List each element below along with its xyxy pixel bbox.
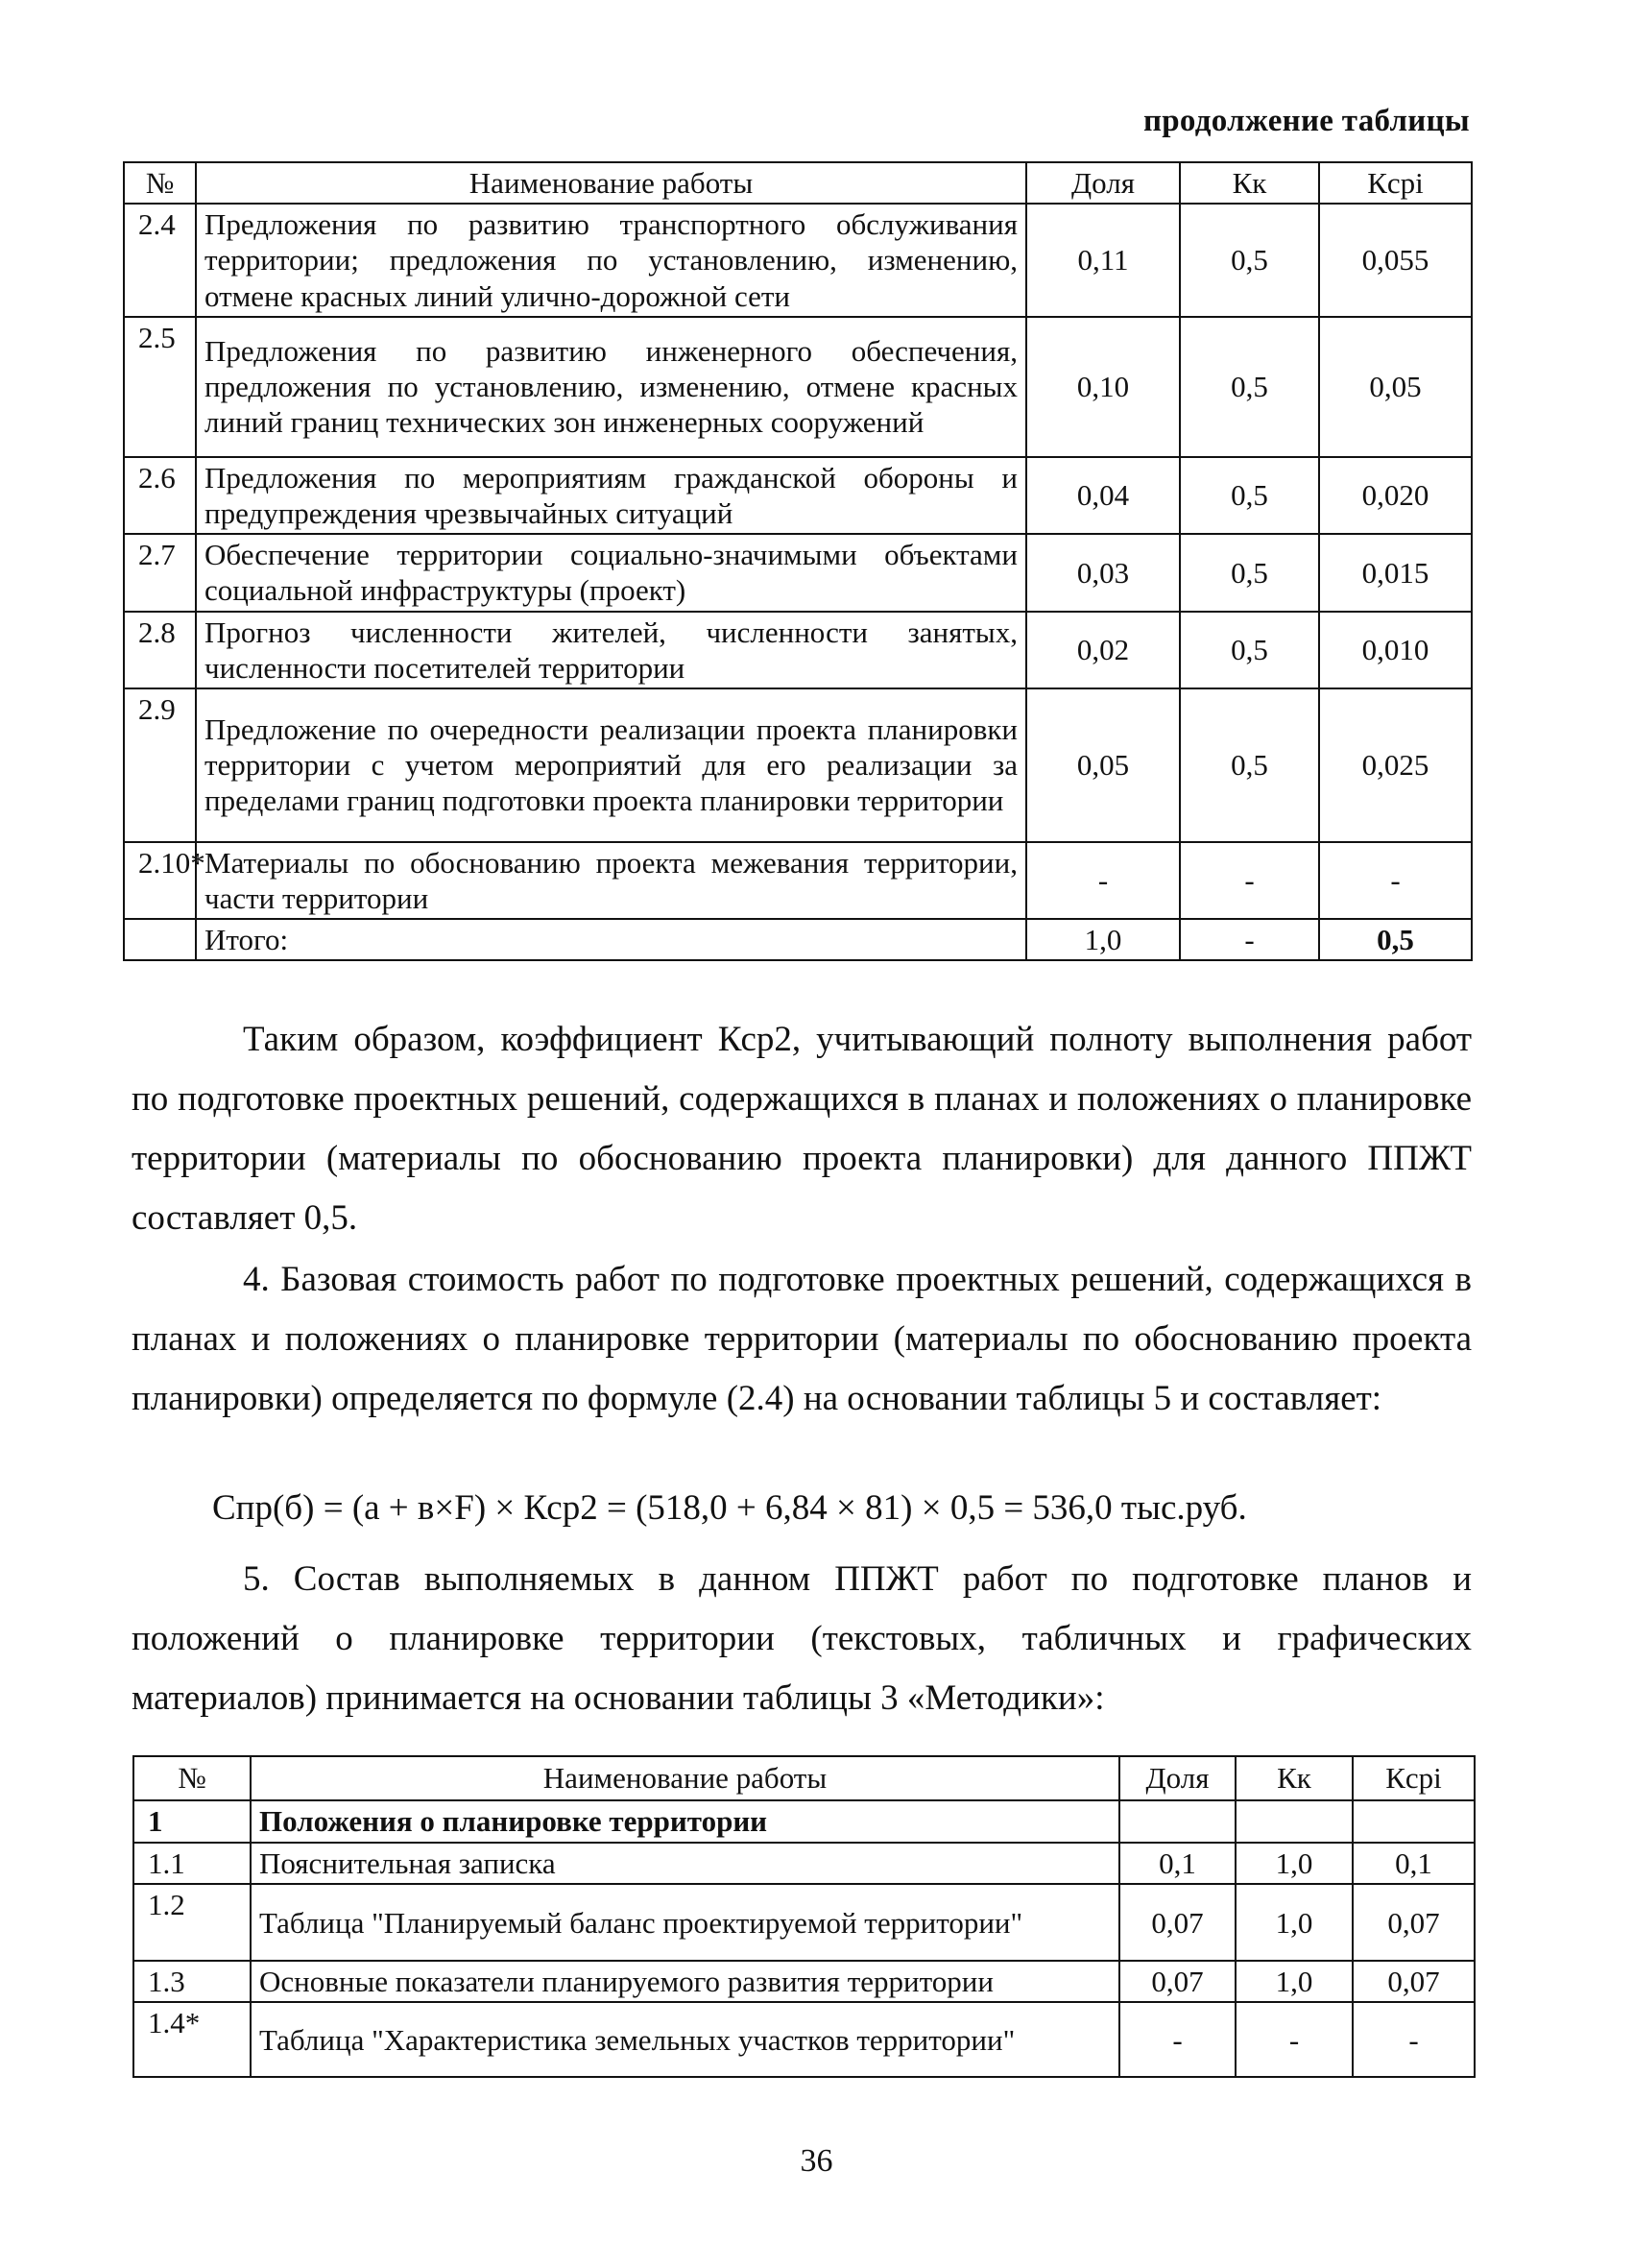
table-section-row [133,1800,1475,1843]
row-kcp: 0,055 [1319,204,1472,317]
row-num: 1.1 [133,1843,251,1884]
row-kcp: 0,020 [1319,457,1472,534]
row-kk: 1,0 [1236,1961,1353,2002]
row-share: - [1026,842,1180,919]
table-header-row [124,162,1472,204]
row-kk: 0,5 [1180,534,1319,611]
row-share: 0,05 [1026,688,1180,842]
row-work-name: Пояснительная записка [251,1843,1119,1884]
row-work-name: Таблица "Характеристика земельных участков территории" [251,2002,1119,2077]
row-work-name: Предложения по развитию транспортного обслуживания территории; предложения по установлению, изменению, отмене красных линий улично-дорожной сети [196,204,1026,317]
row-num: 1 [133,1800,251,1843]
table-row [124,457,1472,534]
row-kk: - [1236,2002,1353,2077]
row-work-name: Таблица "Планируемый баланс проектируемой территории" [251,1884,1119,1961]
header-work-name: Наименование работы [196,162,1026,204]
total-label: Итого: [196,919,1026,960]
row-kcp: 0,07 [1353,1961,1475,2002]
header-kk: Кк [1236,1756,1353,1800]
row-kk: 0,5 [1180,612,1319,688]
header-kcp: Кcpi [1353,1756,1475,1800]
header-share: Доля [1026,162,1180,204]
row-share: 0,11 [1026,204,1180,317]
row-kcp: 0,015 [1319,534,1472,611]
row-num [124,919,196,960]
row-kk: - [1180,842,1319,919]
row-num: 1.4* [133,2002,251,2077]
row-kk: 0,5 [1180,317,1319,457]
cost-formula: Спр(б) = (а + в×F) × Кср2 = (518,0 + 6,84 × 81) × 0,5 = 536,0 тыс.руб. [212,1488,1247,1528]
row-work-name: Прогноз численности жителей, численности занятых, численности посетителей территории [196,612,1026,688]
row-work-name: Положения о планировке территории [251,1800,1119,1843]
row-share: - [1119,2002,1236,2077]
row-kk [1236,1800,1353,1843]
header-num: № [124,162,196,204]
table-row [133,1884,1475,1961]
row-num: 2.5 [124,317,196,457]
total-share: 1,0 [1026,919,1180,960]
row-kk: 1,0 [1236,1843,1353,1884]
table-row [124,612,1472,688]
row-work-name: Предложения по развитию инженерного обеспечения, предложения по установлению, изменению, отмене красных линий границ технических зон инженерных сооружений [196,317,1026,457]
row-kk: 0,5 [1180,457,1319,534]
table-row [124,688,1472,842]
total-kk: - [1180,919,1319,960]
row-work-name: Обеспечение территории социально-значимыми объектами социальной инфраструктуры (проект) [196,534,1026,611]
row-share: 0,07 [1119,1884,1236,1961]
table-row [124,204,1472,317]
row-num: 1.2 [133,1884,251,1961]
row-num: 2.10* [124,842,196,919]
row-share: 0,03 [1026,534,1180,611]
row-kk: 0,5 [1180,688,1319,842]
row-kcp [1353,1800,1475,1843]
row-share: 0,07 [1119,1961,1236,2002]
table-row [124,842,1472,919]
row-work-name: Предложения по мероприятиям гражданской обороны и предупреждения чрезвычайных ситуаций [196,457,1026,534]
planning-provisions-table [132,1755,1476,2078]
row-share: 0,02 [1026,612,1180,688]
header-kk: Кк [1180,162,1319,204]
table-row [124,317,1472,457]
row-num: 2.9 [124,688,196,842]
row-num: 2.4 [124,204,196,317]
table-total-row [124,919,1472,960]
table-row [133,2002,1475,2077]
row-num: 1.3 [133,1961,251,2002]
row-share: 0,04 [1026,457,1180,534]
table-continuation-label: продолжение таблицы [1142,104,1470,138]
row-share: 0,10 [1026,317,1180,457]
row-num: 2.6 [124,457,196,534]
table-row [133,1843,1475,1884]
row-num: 2.8 [124,612,196,688]
table-row [133,1961,1475,2002]
row-kk: 1,0 [1236,1884,1353,1961]
row-kcp: - [1353,2002,1475,2077]
row-num: 2.7 [124,534,196,611]
header-num: № [133,1756,251,1800]
table-row [124,534,1472,611]
row-work-name: Предложение по очередности реализации проекта планировки территории с учетом мероприятий для его реализации за пределами границ подготовки проекта планировки территории [196,688,1026,842]
row-kcp: 0,1 [1353,1843,1475,1884]
row-kcp: 0,025 [1319,688,1472,842]
table-header-row [133,1756,1475,1800]
page-number: 36 [800,2143,833,2179]
row-work-name: Основные показатели планируемого развития территории [251,1961,1119,2002]
work-share-table-continued [123,161,1473,961]
paragraph-work-composition: 5. Состав выполняемых в данном ППЖТ работ по подготовке планов и положений о планировке территории (текстовых, табличных и графических материалов) принимается на основании таблицы 3 «Методики»: [132,1559,1472,1718]
header-kcp: Кcpi [1319,162,1472,204]
row-work-name: Материалы по обоснованию проекта межевания территории, части территории [196,842,1026,919]
total-kcp: 0,5 [1319,919,1472,960]
row-kcp: - [1319,842,1472,919]
paragraph-coefficient-summary: Таким образом, коэффициент Кср2, учитывающий полноту выполнения работ по подготовке проектных решений, содержащихся в планах и положениях о планировке территории (материалы по обоснованию проекта планировки) для данного ППЖТ составляет 0,5. [132,1020,1472,1238]
row-share [1119,1800,1236,1843]
header-work-name: Наименование работы [251,1756,1119,1800]
row-kcp: 0,010 [1319,612,1472,688]
row-share: 0,1 [1119,1843,1236,1884]
paragraph-base-cost: 4. Базовая стоимость работ по подготовке проектных решений, содержащихся в планах и положениях о планировке территории (материалы по обоснованию проекта планировки) определяется по формуле (2.4) на основании таблицы 5 и составляет: [132,1260,1472,1418]
row-kcp: 0,07 [1353,1884,1475,1961]
row-kcp: 0,05 [1319,317,1472,457]
header-share: Доля [1119,1756,1236,1800]
row-kk: 0,5 [1180,204,1319,317]
